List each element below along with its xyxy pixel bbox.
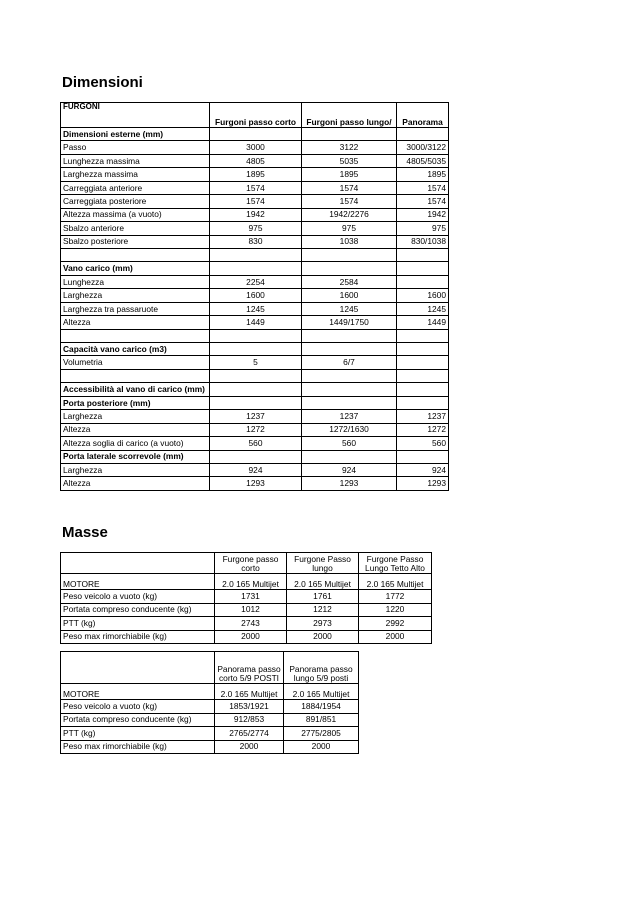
row-value: 2775/2805 (284, 727, 359, 741)
row-value (397, 343, 449, 356)
row-value: 1761 (287, 590, 359, 604)
row-value: 1942 (210, 208, 302, 221)
table-row (61, 740, 359, 754)
masse-furgone-motor-row (61, 574, 432, 590)
table-row (61, 208, 449, 221)
row-value (302, 383, 397, 396)
row-value: 3000 (210, 141, 302, 154)
row-value (210, 248, 302, 261)
row-label: Peso max rimorchiabile (kg) (61, 630, 215, 644)
row-value: 1293 (210, 477, 302, 490)
row-value: 1272 (210, 423, 302, 436)
row-value: 1731 (215, 590, 287, 604)
row-value: 1600 (397, 289, 449, 302)
row-value (210, 343, 302, 356)
row-value: 1772 (359, 590, 432, 604)
row-value: 891/851 (284, 713, 359, 727)
row-value: 1574 (210, 181, 302, 194)
section-label: Porta laterale scorrevole (mm) (61, 450, 210, 463)
row-value: 1293 (302, 477, 397, 490)
row-label (61, 369, 210, 382)
row-value (210, 450, 302, 463)
table-row (61, 590, 432, 604)
row-value: 1884/1954 (284, 700, 359, 714)
motor-value: 2.0 165 Multijet (215, 684, 284, 700)
row-value (210, 369, 302, 382)
row-value: 1574 (397, 181, 449, 194)
row-label: Larghezza massima (61, 168, 210, 181)
row-label: Volumetria (61, 356, 210, 369)
row-label: Peso max rimorchiabile (kg) (61, 740, 215, 754)
row-value: 830 (210, 235, 302, 248)
row-value: 2000 (287, 630, 359, 644)
section-label: Accessibilità al vano di carico (mm) (61, 383, 210, 396)
table-row (61, 617, 432, 631)
row-label: Carreggiata anteriore (61, 181, 210, 194)
row-value: 2000 (359, 630, 432, 644)
row-label: PTT (kg) (61, 617, 215, 631)
table-row (61, 727, 359, 741)
section-row (61, 383, 449, 396)
row-value (210, 383, 302, 396)
row-label: Peso veicolo a vuoto (kg) (61, 590, 215, 604)
row-value: 975 (397, 222, 449, 235)
empty-row (61, 329, 449, 342)
table-row (61, 423, 449, 436)
table-row (61, 356, 449, 369)
row-value: 1895 (210, 168, 302, 181)
row-value: 2765/2774 (215, 727, 284, 741)
row-value: 2584 (302, 275, 397, 288)
row-value (397, 450, 449, 463)
row-value: 4805 (210, 154, 302, 167)
row-label: Lunghezza (61, 275, 210, 288)
masse-title: Masse (62, 524, 108, 541)
motor-label: MOTORE (61, 574, 215, 590)
row-label: Larghezza (61, 289, 210, 302)
dimensioni-title: Dimensioni (62, 74, 143, 91)
row-label: Carreggiata posteriore (61, 195, 210, 208)
row-label: Altezza (61, 316, 210, 329)
masse-panorama-header-row (61, 652, 359, 684)
row-value: 2973 (287, 617, 359, 631)
header-passo-corto: Furgoni passo corto (210, 103, 302, 128)
row-value: 2254 (210, 275, 302, 288)
masse-furgone-header-row (61, 553, 432, 574)
motor-value: 2.0 165 Multijet (359, 574, 432, 590)
table-row (61, 437, 449, 450)
table-row (61, 700, 359, 714)
row-label: Altezza massima (a vuoto) (61, 208, 210, 221)
row-value: 3122 (302, 141, 397, 154)
row-value (397, 369, 449, 382)
row-value (210, 262, 302, 275)
section-label: Dimensioni esterne (mm) (61, 128, 210, 141)
section-label: Vano carico (mm) (61, 262, 210, 275)
row-value (397, 396, 449, 409)
header-furgone-passo-corto: Furgone passo corto (215, 553, 287, 574)
row-value: 4805/5035 (397, 154, 449, 167)
row-value: 1449 (210, 316, 302, 329)
row-value (302, 128, 397, 141)
row-value: 1272 (397, 423, 449, 436)
row-value: 1212 (287, 603, 359, 617)
row-label: Altezza (61, 477, 210, 490)
table-row (61, 713, 359, 727)
masse-panorama-table (60, 651, 359, 754)
row-label: Sbalzo anteriore (61, 222, 210, 235)
table-row (61, 603, 432, 617)
dimensioni-header-row (61, 103, 449, 128)
row-value (397, 275, 449, 288)
row-value: 1038 (302, 235, 397, 248)
masse-furgone-corner (61, 553, 215, 574)
row-value: 1449/1750 (302, 316, 397, 329)
row-label: Peso veicolo a vuoto (kg) (61, 700, 215, 714)
row-value: 912/853 (215, 713, 284, 727)
row-value: 560 (397, 437, 449, 450)
table-row (61, 154, 449, 167)
section-label: Capacità vano carico (m3) (61, 343, 210, 356)
row-value: 1895 (397, 168, 449, 181)
row-value (397, 356, 449, 369)
row-value (397, 248, 449, 261)
row-value: 2000 (215, 740, 284, 754)
masse-furgone-table (60, 552, 432, 644)
row-value (302, 262, 397, 275)
table-row (61, 410, 449, 423)
row-value: 5035 (302, 154, 397, 167)
row-value (302, 343, 397, 356)
table-row (61, 168, 449, 181)
row-value: 1272/1630 (302, 423, 397, 436)
row-value: 1012 (215, 603, 287, 617)
dimensioni-table (60, 102, 449, 491)
table-row (61, 302, 449, 315)
row-value: 1245 (302, 302, 397, 315)
row-value: 1237 (210, 410, 302, 423)
row-value: 5 (210, 356, 302, 369)
row-value (302, 450, 397, 463)
row-value: 1895 (302, 168, 397, 181)
row-label: PTT (kg) (61, 727, 215, 741)
motor-value: 2.0 165 Multijet (284, 684, 359, 700)
row-value: 975 (210, 222, 302, 235)
table-row (61, 195, 449, 208)
section-row (61, 396, 449, 409)
row-value: 830/1038 (397, 235, 449, 248)
header-panorama-passo-corto: Panorama passo corto 5/9 POSTI (215, 652, 284, 684)
row-label: Altezza soglia di carico (a vuoto) (61, 437, 210, 450)
row-value: 924 (210, 463, 302, 476)
table-row (61, 235, 449, 248)
row-value: 924 (397, 463, 449, 476)
table-row (61, 316, 449, 329)
row-value (397, 329, 449, 342)
row-value: 1574 (397, 195, 449, 208)
row-value (397, 128, 449, 141)
row-value: 1600 (210, 289, 302, 302)
row-value: 975 (302, 222, 397, 235)
row-value: 924 (302, 463, 397, 476)
row-value: 1853/1921 (215, 700, 284, 714)
row-value: 2743 (215, 617, 287, 631)
table-row (61, 477, 449, 490)
empty-row (61, 369, 449, 382)
row-value: 1942 (397, 208, 449, 221)
row-value: 560 (210, 437, 302, 450)
table-row (61, 222, 449, 235)
row-value: 2992 (359, 617, 432, 631)
row-value (397, 383, 449, 396)
row-label: Larghezza tra passaruote (61, 302, 210, 315)
row-label: Altezza (61, 423, 210, 436)
table-row (61, 275, 449, 288)
row-label: Sbalzo posteriore (61, 235, 210, 248)
row-value: 1237 (397, 410, 449, 423)
header-passo-lungo: Furgoni passo lungo/ (302, 103, 397, 128)
row-label: Portata compreso conducente (kg) (61, 713, 215, 727)
header-furgone-tetto-alto: Furgone Passo Lungo Tetto Alto (359, 553, 432, 574)
table-row (61, 141, 449, 154)
row-value (210, 128, 302, 141)
row-value: 1449 (397, 316, 449, 329)
furgoni-corner-label: FURGONI (61, 103, 210, 128)
row-label: Passo (61, 141, 210, 154)
row-label (61, 248, 210, 261)
row-value (302, 369, 397, 382)
row-value: 2000 (215, 630, 287, 644)
row-value: 1574 (302, 181, 397, 194)
row-value: 6/7 (302, 356, 397, 369)
row-value (302, 329, 397, 342)
row-value: 1245 (397, 302, 449, 315)
table-row (61, 463, 449, 476)
header-panorama-passo-lungo: Panorama passo lungo 5/9 posti (284, 652, 359, 684)
row-value (397, 262, 449, 275)
row-value: 1942/2276 (302, 208, 397, 221)
motor-value: 2.0 165 Multijet (287, 574, 359, 590)
row-value: 1237 (302, 410, 397, 423)
row-value: 1574 (210, 195, 302, 208)
row-value: 1245 (210, 302, 302, 315)
motor-value: 2.0 165 Multijet (215, 574, 287, 590)
row-label: Portata compreso conducente (kg) (61, 603, 215, 617)
motor-label: MOTORE (61, 684, 215, 700)
row-value (210, 396, 302, 409)
row-value (302, 248, 397, 261)
table-row (61, 181, 449, 194)
row-label: Larghezza (61, 463, 210, 476)
row-value: 1220 (359, 603, 432, 617)
row-label: Larghezza (61, 410, 210, 423)
row-value: 560 (302, 437, 397, 450)
row-label (61, 329, 210, 342)
row-value: 1600 (302, 289, 397, 302)
section-row (61, 262, 449, 275)
section-row (61, 343, 449, 356)
section-row (61, 128, 449, 141)
row-value (210, 329, 302, 342)
header-furgone-passo-lungo: Furgone Passo lungo (287, 553, 359, 574)
section-row (61, 450, 449, 463)
row-value: 1574 (302, 195, 397, 208)
row-label: Lunghezza massima (61, 154, 210, 167)
table-row (61, 630, 432, 644)
masse-panorama-corner (61, 652, 215, 684)
table-row (61, 289, 449, 302)
row-value: 2000 (284, 740, 359, 754)
header-panorama: Panorama (397, 103, 449, 128)
row-value (302, 396, 397, 409)
section-label: Porta posteriore (mm) (61, 396, 210, 409)
empty-row (61, 248, 449, 261)
masse-panorama-motor-row (61, 684, 359, 700)
row-value: 1293 (397, 477, 449, 490)
row-value: 3000/3122 (397, 141, 449, 154)
